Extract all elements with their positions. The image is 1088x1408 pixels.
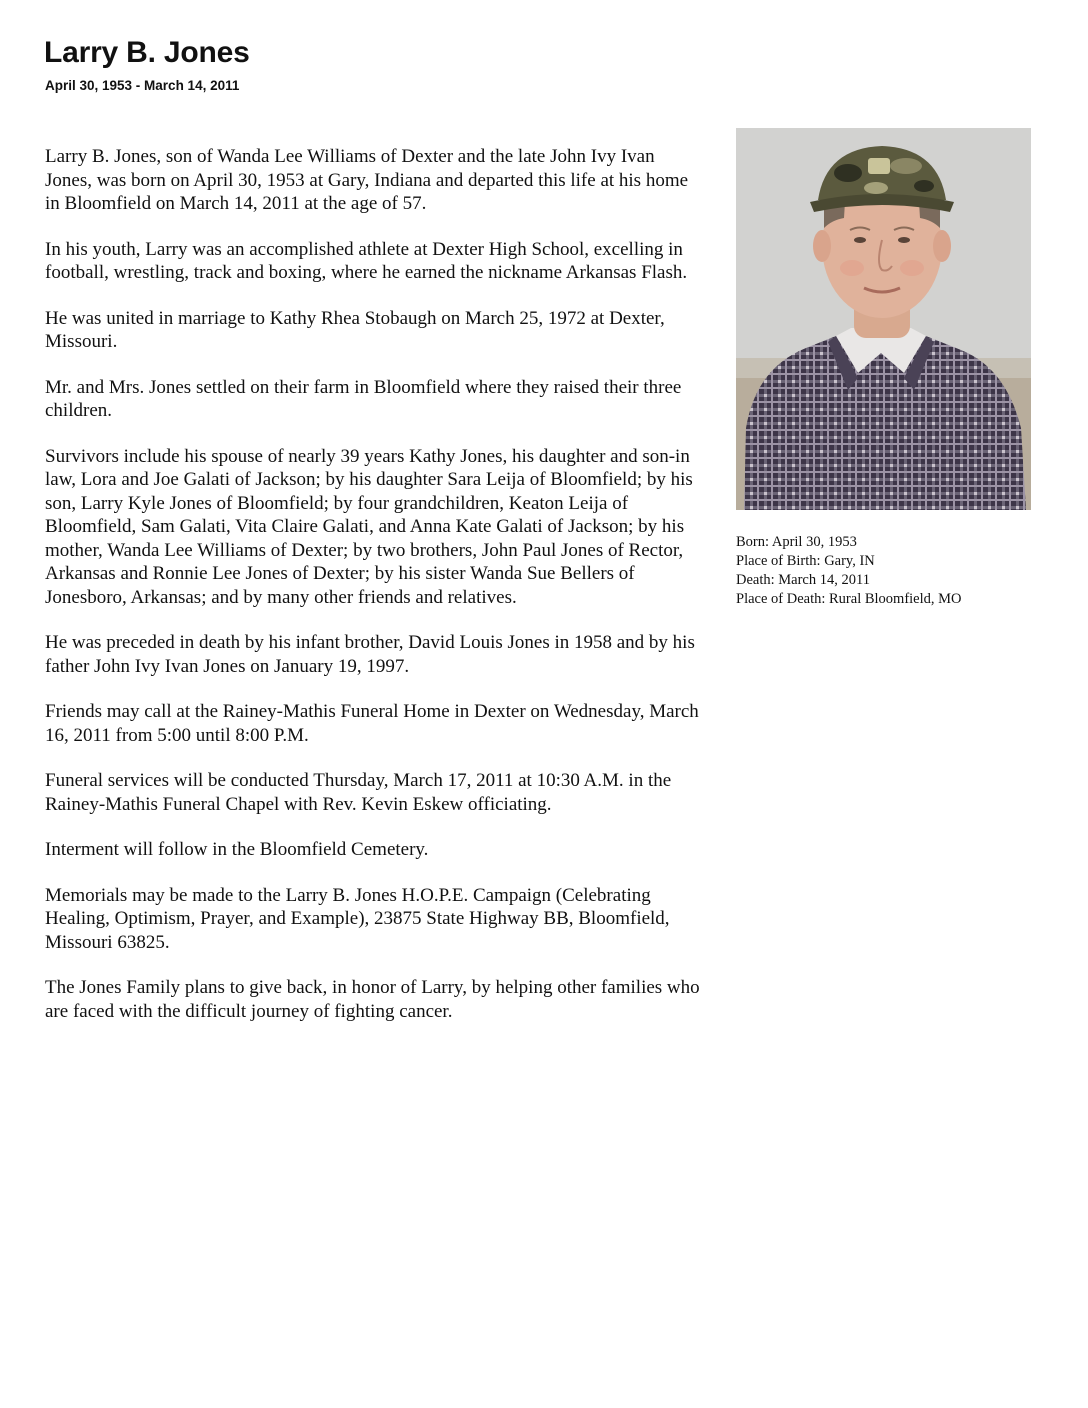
place-of-birth-fact: Place of Birth: Gary, IN bbox=[736, 553, 875, 569]
paragraph-survivors: Survivors include his spouse of nearly 39 years Kathy Jones, his daughter and son-in law, Lora and Joe Galati of Jackson; by his daughter Sara Leija of Bloomfield; by his son, Larry Kyle Jones of Bloomfield; by four grandchildren, Keaton Leija of Bloomfield, Sam Galati, Vita Claire Galati, and Anna Kate Galati of Jackson; by his mother, Wanda Lee Williams of Dexter; by two brothers, John Paul Jones of Rector, Arkansas and Ronnie Lee Jones of Dexter; by his sister Wanda Sue Bellers of Jonesboro, Arkansas; and by many other friends and relatives. bbox=[45, 445, 693, 608]
portrait-photo bbox=[736, 128, 1031, 510]
page-title: Larry B. Jones bbox=[44, 36, 250, 69]
paragraph-marriage: He was united in marriage to Kathy Rhea Stobaugh on March 25, 1972 at Dexter, Missouri. bbox=[45, 307, 665, 352]
paragraph-memorials: Memorials may be made to the Larry B. Jones H.O.P.E. Campaign (Celebrating Healing, Optimism, Prayer, and Example), 23875 State Highway BB, Bloomfield, Missouri 63825. bbox=[45, 884, 670, 953]
portrait-illustration bbox=[736, 128, 1031, 510]
born-fact: Born: April 30, 1953 bbox=[736, 534, 857, 550]
paragraph-preceded: He was preceded in death by his infant brother, David Louis Jones in 1958 and by his father John Ivy Ivan Jones on January 19, 1997. bbox=[45, 632, 695, 677]
paragraph-youth: In his youth, Larry was an accomplished athlete at Dexter High School, excelling in football, wrestling, track and boxing, where he earned the nickname Arkansas Flash. bbox=[45, 238, 688, 283]
obituary-body bbox=[45, 145, 705, 1045]
paragraph-interment: Interment will follow in the Bloomfield Cemetery. bbox=[45, 839, 429, 860]
vital-facts bbox=[736, 533, 1066, 609]
place-of-death-fact: Place of Death: Rural Bloomfield, MO bbox=[736, 591, 962, 607]
paragraph-birth: Larry B. Jones, son of Wanda Lee Williams of Dexter and the late John Ivy Ivan Jones, was born on April 30, 1953 at Gary, Indiana and departed this life at his home in Bloomfield on March 14, 2011 at the age of 57. bbox=[45, 146, 689, 214]
paragraph-family: The Jones Family plans to give back, in honor of Larry, by helping other families who are faced with the difficult journey of fighting cancer. bbox=[45, 977, 700, 1022]
life-dates: April 30, 1953 - March 14, 2011 bbox=[45, 78, 240, 93]
paragraph-funeral: Funeral services will be conducted Thursday, March 17, 2011 at 10:30 A.M. in the Rainey-Mathis Funeral Chapel with Rev. Kevin Eskew officiating. bbox=[45, 770, 672, 815]
death-fact: Death: March 14, 2011 bbox=[736, 572, 870, 588]
paragraph-visitation: Friends may call at the Rainey-Mathis Funeral Home in Dexter on Wednesday, March 16, 2011 from 5:00 until 8:00 P.M. bbox=[45, 701, 699, 746]
paragraph-farm: Mr. and Mrs. Jones settled on their farm in Bloomfield where they raised their three children. bbox=[45, 376, 682, 421]
